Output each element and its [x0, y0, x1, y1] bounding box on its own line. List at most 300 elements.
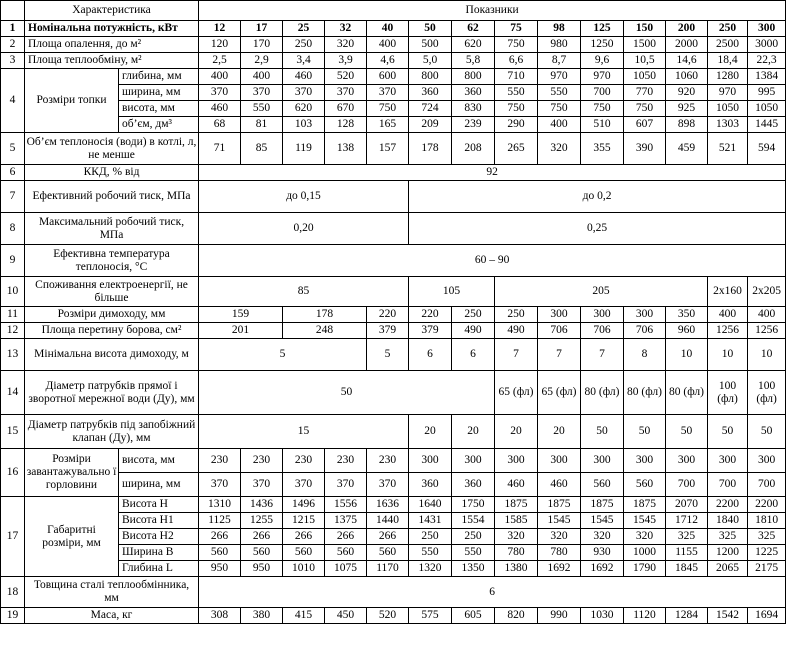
- table-row: [1, 449, 786, 473]
- table-row: [1, 277, 786, 307]
- table-row: [1, 529, 786, 545]
- mass-value: 605: [452, 608, 495, 624]
- header-indicators: Показники: [199, 1, 786, 21]
- row-label: Споживання електроенергії, не більше: [25, 277, 199, 307]
- cell-value: 607: [624, 117, 666, 133]
- chimney-value: 159: [199, 307, 283, 323]
- power-value: 62: [452, 21, 495, 37]
- row-label: Площа теплообміну, м²: [25, 53, 199, 69]
- row-label: Мінімальна висота димоходу, м: [25, 339, 199, 371]
- cell-value: 266: [325, 529, 367, 545]
- power-consumption-d: 2х160: [708, 277, 748, 307]
- cell-value: 119: [283, 133, 325, 165]
- row-number: 5: [1, 133, 25, 165]
- table-row: [1, 497, 786, 513]
- cell-value: 1440: [367, 513, 409, 529]
- cell-value: 550: [241, 101, 283, 117]
- cell-value: 970: [708, 85, 748, 101]
- row-number: 10: [1, 277, 25, 307]
- table-row: [1, 101, 786, 117]
- cell-value: 550: [538, 85, 581, 101]
- chimney-height-value: 7: [538, 339, 581, 371]
- cell-value: 1545: [624, 513, 666, 529]
- cell-value: 724: [409, 101, 452, 117]
- cell-value: 170: [241, 37, 283, 53]
- cell-value: 300: [495, 449, 538, 473]
- flue-value: 706: [581, 323, 624, 339]
- cell-value: 290: [495, 117, 538, 133]
- cell-value: 710: [495, 69, 538, 85]
- power-consumption-a: 85: [199, 277, 409, 307]
- row-label: Розміри топки: [25, 69, 119, 133]
- cell-value: 560: [241, 545, 283, 561]
- cell-value: 1075: [325, 561, 367, 577]
- header-num: [1, 1, 25, 21]
- row-number: 16: [1, 449, 25, 497]
- cell-value: 670: [325, 101, 367, 117]
- row-label: Діаметр патрубків під запобіжний клапан (Ду), мм: [25, 415, 199, 449]
- cell-value: 68: [199, 117, 241, 133]
- cell-value: 925: [666, 101, 708, 117]
- cell-value: 400: [538, 117, 581, 133]
- power-value: 125: [581, 21, 624, 37]
- cell-value: 370: [241, 85, 283, 101]
- cell-value: 355: [581, 133, 624, 165]
- cell-value: 266: [199, 529, 241, 545]
- table-row: [1, 37, 786, 53]
- table-row: [1, 181, 786, 213]
- cell-value: 266: [367, 529, 409, 545]
- power-consumption-c: 205: [495, 277, 708, 307]
- cell-value: 10,5: [624, 53, 666, 69]
- cell-value: 2000: [666, 37, 708, 53]
- power-row: [1, 21, 786, 37]
- cell-value: 18,4: [708, 53, 748, 69]
- row-number: 19: [1, 608, 25, 624]
- cell-value: 370: [325, 85, 367, 101]
- max-pressure-b: 0,25: [409, 213, 786, 245]
- cell-value: 178: [409, 133, 452, 165]
- cell-value: 560: [199, 545, 241, 561]
- mass-value: 1542: [708, 608, 748, 624]
- cell-value: 1200: [708, 545, 748, 561]
- valve-diameter-value: 50: [624, 415, 666, 449]
- row-label: Площа опалення, до м²: [25, 37, 199, 53]
- pipe-diameter-value: 50: [199, 371, 495, 415]
- cell-value: 266: [283, 529, 325, 545]
- table-row: [1, 371, 786, 415]
- row-number: 8: [1, 213, 25, 245]
- row-number: 11: [1, 307, 25, 323]
- cell-value: 1050: [624, 69, 666, 85]
- cell-value: 1225: [748, 545, 786, 561]
- cell-value: 300: [581, 449, 624, 473]
- power-value: 32: [325, 21, 367, 37]
- row-number: 1: [1, 21, 25, 37]
- sub-label: Висота Н2: [119, 529, 199, 545]
- chimney-height-value: 6: [409, 339, 452, 371]
- sub-label: висота, мм: [119, 101, 199, 117]
- cell-value: 750: [538, 101, 581, 117]
- temperature-value: 60 – 90: [199, 245, 786, 277]
- mass-value: 1030: [581, 608, 624, 624]
- cell-value: 1636: [367, 497, 409, 513]
- chimney-value: 250: [495, 307, 538, 323]
- power-value: 150: [624, 21, 666, 37]
- cell-value: 560: [367, 545, 409, 561]
- row-label: Габаритні розміри, мм: [25, 497, 119, 577]
- efficiency-value: 92: [199, 165, 786, 181]
- chimney-value: 220: [367, 307, 409, 323]
- power-value: 98: [538, 21, 581, 37]
- cell-value: 300: [452, 449, 495, 473]
- cell-value: 1810: [748, 513, 786, 529]
- row-label: Діаметр патрубків прямої і зворотної мережної води (Ду), мм: [25, 371, 199, 415]
- row-label: Об’єм теплоносія (води) в котлі, л, не менше: [25, 133, 199, 165]
- cell-value: 230: [283, 449, 325, 473]
- cell-value: 360: [409, 85, 452, 101]
- sub-label: об’єм, дм³: [119, 117, 199, 133]
- cell-value: 2200: [708, 497, 748, 513]
- table-row: [1, 117, 786, 133]
- mass-value: 575: [409, 608, 452, 624]
- row-label: Товщина сталі теплообмінника, мм: [25, 577, 199, 608]
- cell-value: 400: [367, 37, 409, 53]
- valve-diameter-value: 50: [666, 415, 708, 449]
- row-number: 4: [1, 69, 25, 133]
- chimney-height-value: 7: [581, 339, 624, 371]
- cell-value: 620: [452, 37, 495, 53]
- cell-value: 370: [241, 473, 283, 497]
- cell-value: 1875: [495, 497, 538, 513]
- cell-value: 620: [283, 101, 325, 117]
- cell-value: 14,6: [666, 53, 708, 69]
- cell-value: 1496: [283, 497, 325, 513]
- cell-value: 2500: [708, 37, 748, 53]
- cell-value: 325: [666, 529, 708, 545]
- cell-value: 550: [409, 545, 452, 561]
- flue-value: 201: [199, 323, 283, 339]
- cell-value: 520: [325, 69, 367, 85]
- mass-value: 520: [367, 608, 409, 624]
- cell-value: 950: [241, 561, 283, 577]
- cell-value: 970: [581, 69, 624, 85]
- mass-value: 1284: [666, 608, 708, 624]
- cell-value: 300: [538, 449, 581, 473]
- cell-value: 360: [452, 473, 495, 497]
- cell-value: 460: [538, 473, 581, 497]
- cell-value: 6,6: [495, 53, 538, 69]
- mass-value: 990: [538, 608, 581, 624]
- cell-value: 930: [581, 545, 624, 561]
- cell-value: 980: [538, 37, 581, 53]
- flue-value: 490: [452, 323, 495, 339]
- cell-value: 700: [666, 473, 708, 497]
- cell-value: 1350: [452, 561, 495, 577]
- cell-value: 370: [367, 85, 409, 101]
- cell-value: 250: [283, 37, 325, 53]
- cell-value: 1556: [325, 497, 367, 513]
- valve-diameter-value: 15: [199, 415, 409, 449]
- table-row: [1, 561, 786, 577]
- cell-value: 266: [241, 529, 283, 545]
- cell-value: 400: [241, 69, 283, 85]
- cell-value: 4,6: [367, 53, 409, 69]
- power-value: 25: [283, 21, 325, 37]
- cell-value: 1585: [495, 513, 538, 529]
- cell-value: 400: [199, 69, 241, 85]
- table-row: [1, 415, 786, 449]
- cell-value: 325: [748, 529, 786, 545]
- cell-value: 750: [624, 101, 666, 117]
- power-value: 75: [495, 21, 538, 37]
- table-row: [1, 577, 786, 608]
- cell-value: 230: [367, 449, 409, 473]
- cell-value: 120: [199, 37, 241, 53]
- flue-value: 706: [538, 323, 581, 339]
- pipe-diameter-value: 100 (фл): [748, 371, 786, 415]
- chimney-height-value: 5: [199, 339, 367, 371]
- cell-value: 1431: [409, 513, 452, 529]
- cell-value: 995: [748, 85, 786, 101]
- cell-value: 5,8: [452, 53, 495, 69]
- cell-value: 1280: [708, 69, 748, 85]
- cell-value: 8,7: [538, 53, 581, 69]
- cell-value: 325: [708, 529, 748, 545]
- cell-value: 2175: [748, 561, 786, 577]
- cell-value: 370: [199, 85, 241, 101]
- cell-value: 898: [666, 117, 708, 133]
- cell-value: 521: [708, 133, 748, 165]
- row-number: 7: [1, 181, 25, 213]
- chimney-height-value: 8: [624, 339, 666, 371]
- cell-value: 1375: [325, 513, 367, 529]
- cell-value: 1554: [452, 513, 495, 529]
- working-pressure-b: до 0,2: [409, 181, 786, 213]
- row-label: Ефективна температура теплоносія, °С: [25, 245, 199, 277]
- power-value: 200: [666, 21, 708, 37]
- max-pressure-a: 0,20: [199, 213, 409, 245]
- flue-value: 960: [666, 323, 708, 339]
- cell-value: 1310: [199, 497, 241, 513]
- cell-value: 370: [199, 473, 241, 497]
- cell-value: 1060: [666, 69, 708, 85]
- flue-value: 248: [283, 323, 367, 339]
- cell-value: 1790: [624, 561, 666, 577]
- chimney-height-value: 7: [495, 339, 538, 371]
- cell-value: 370: [325, 473, 367, 497]
- cell-value: 1380: [495, 561, 538, 577]
- cell-value: 1010: [283, 561, 325, 577]
- cell-value: 157: [367, 133, 409, 165]
- chimney-value: 400: [708, 307, 748, 323]
- cell-value: 360: [452, 85, 495, 101]
- sub-label: Висота Н1: [119, 513, 199, 529]
- cell-value: 300: [666, 449, 708, 473]
- cell-value: 230: [199, 449, 241, 473]
- table-row: [1, 69, 786, 85]
- cell-value: 1875: [624, 497, 666, 513]
- cell-value: 1250: [581, 37, 624, 53]
- cell-value: 320: [538, 133, 581, 165]
- cell-value: 950: [199, 561, 241, 577]
- cell-value: 1170: [367, 561, 409, 577]
- cell-value: 600: [367, 69, 409, 85]
- cell-value: 1303: [708, 117, 748, 133]
- table-row: [1, 608, 786, 624]
- chimney-height-value: 10: [666, 339, 708, 371]
- cell-value: 780: [538, 545, 581, 561]
- cell-value: 750: [367, 101, 409, 117]
- table-row: [1, 473, 786, 497]
- chimney-height-value: 6: [452, 339, 495, 371]
- cell-value: 320: [538, 529, 581, 545]
- row-number: 2: [1, 37, 25, 53]
- row-number: 9: [1, 245, 25, 277]
- table-row: [1, 85, 786, 101]
- cell-value: 22,3: [748, 53, 786, 69]
- cell-value: 700: [748, 473, 786, 497]
- mass-value: 308: [199, 608, 241, 624]
- power-consumption-b: 105: [409, 277, 495, 307]
- cell-value: 1750: [452, 497, 495, 513]
- cell-value: 1436: [241, 497, 283, 513]
- cell-value: 165: [367, 117, 409, 133]
- cell-value: 800: [452, 69, 495, 85]
- sub-label: Висота Н: [119, 497, 199, 513]
- flue-value: 379: [409, 323, 452, 339]
- cell-value: 594: [748, 133, 786, 165]
- cell-value: 460: [283, 69, 325, 85]
- cell-value: 300: [624, 449, 666, 473]
- cell-value: 780: [495, 545, 538, 561]
- cell-value: 3,4: [283, 53, 325, 69]
- power-value: 250: [708, 21, 748, 37]
- valve-diameter-value: 50: [708, 415, 748, 449]
- table-row: [1, 165, 786, 181]
- table-row: [1, 307, 786, 323]
- cell-value: 230: [325, 449, 367, 473]
- cell-value: 560: [283, 545, 325, 561]
- cell-value: 970: [538, 69, 581, 85]
- row-number: 17: [1, 497, 25, 577]
- row-number: 14: [1, 371, 25, 415]
- row-label: Ефективний робочий тиск, МПа: [25, 181, 199, 213]
- cell-value: 750: [495, 101, 538, 117]
- cell-value: 1050: [748, 101, 786, 117]
- power-value: 50: [409, 21, 452, 37]
- sub-label: ширина, мм: [119, 85, 199, 101]
- cell-value: 209: [409, 117, 452, 133]
- cell-value: 128: [325, 117, 367, 133]
- cell-value: 1692: [581, 561, 624, 577]
- cell-value: 390: [624, 133, 666, 165]
- cell-value: 1384: [748, 69, 786, 85]
- valve-diameter-value: 20: [452, 415, 495, 449]
- chimney-value: 250: [452, 307, 495, 323]
- valve-diameter-value: 50: [581, 415, 624, 449]
- row-label: Розміри завантажувально ї горловини: [25, 449, 119, 497]
- chimney-value: 220: [409, 307, 452, 323]
- mass-value: 1694: [748, 608, 786, 624]
- cell-value: 1155: [666, 545, 708, 561]
- row-number: 6: [1, 165, 25, 181]
- cell-value: 1320: [409, 561, 452, 577]
- cell-value: 770: [624, 85, 666, 101]
- cell-value: 560: [581, 473, 624, 497]
- table-row: [1, 323, 786, 339]
- cell-value: 550: [452, 545, 495, 561]
- power-consumption-e: 2х205: [748, 277, 786, 307]
- valve-diameter-value: 50: [748, 415, 786, 449]
- chimney-height-value: 10: [708, 339, 748, 371]
- mass-value: 415: [283, 608, 325, 624]
- cell-value: 250: [452, 529, 495, 545]
- cell-value: 250: [409, 529, 452, 545]
- cell-value: 320: [325, 37, 367, 53]
- cell-value: 500: [409, 37, 452, 53]
- power-value: 40: [367, 21, 409, 37]
- pipe-diameter-value: 80 (фл): [581, 371, 624, 415]
- pipe-diameter-value: 100 (фл): [708, 371, 748, 415]
- cell-value: 230: [241, 449, 283, 473]
- power-value: 12: [199, 21, 241, 37]
- cell-value: 1640: [409, 497, 452, 513]
- cell-value: 2065: [708, 561, 748, 577]
- cell-value: 1445: [748, 117, 786, 133]
- table-row: [1, 513, 786, 529]
- chimney-value: 350: [666, 307, 708, 323]
- table-row: [1, 245, 786, 277]
- table-row: [1, 133, 786, 165]
- row-label: ККД, % від: [25, 165, 199, 181]
- cell-value: 5,0: [409, 53, 452, 69]
- row-label: Маса, кг: [25, 608, 199, 624]
- table-row: [1, 339, 786, 371]
- row-label: Номінальна потужність, кВт: [25, 21, 199, 37]
- valve-diameter-value: 20: [495, 415, 538, 449]
- cell-value: 700: [708, 473, 748, 497]
- cell-value: 300: [748, 449, 786, 473]
- chimney-value: 300: [624, 307, 666, 323]
- cell-value: 360: [409, 473, 452, 497]
- cell-value: 560: [325, 545, 367, 561]
- pipe-diameter-value: 80 (фл): [624, 371, 666, 415]
- cell-value: 103: [283, 117, 325, 133]
- cell-value: 2200: [748, 497, 786, 513]
- cell-value: 830: [452, 101, 495, 117]
- chimney-height-value: 10: [748, 339, 786, 371]
- row-number: 15: [1, 415, 25, 449]
- cell-value: 265: [495, 133, 538, 165]
- mass-value: 1120: [624, 608, 666, 624]
- cell-value: 1545: [538, 513, 581, 529]
- cell-value: 920: [666, 85, 708, 101]
- cell-value: 1840: [708, 513, 748, 529]
- pipe-diameter-value: 65 (фл): [538, 371, 581, 415]
- valve-diameter-value: 20: [409, 415, 452, 449]
- cell-value: 750: [495, 37, 538, 53]
- chimney-value: 300: [581, 307, 624, 323]
- sub-label: висота, мм: [119, 449, 199, 473]
- chimney-value: 400: [748, 307, 786, 323]
- row-label: Максимальний робочий тиск, МПа: [25, 213, 199, 245]
- flue-value: 1256: [708, 323, 748, 339]
- cell-value: 460: [495, 473, 538, 497]
- cell-value: 1712: [666, 513, 708, 529]
- cell-value: 700: [581, 85, 624, 101]
- sub-label: Ширина В: [119, 545, 199, 561]
